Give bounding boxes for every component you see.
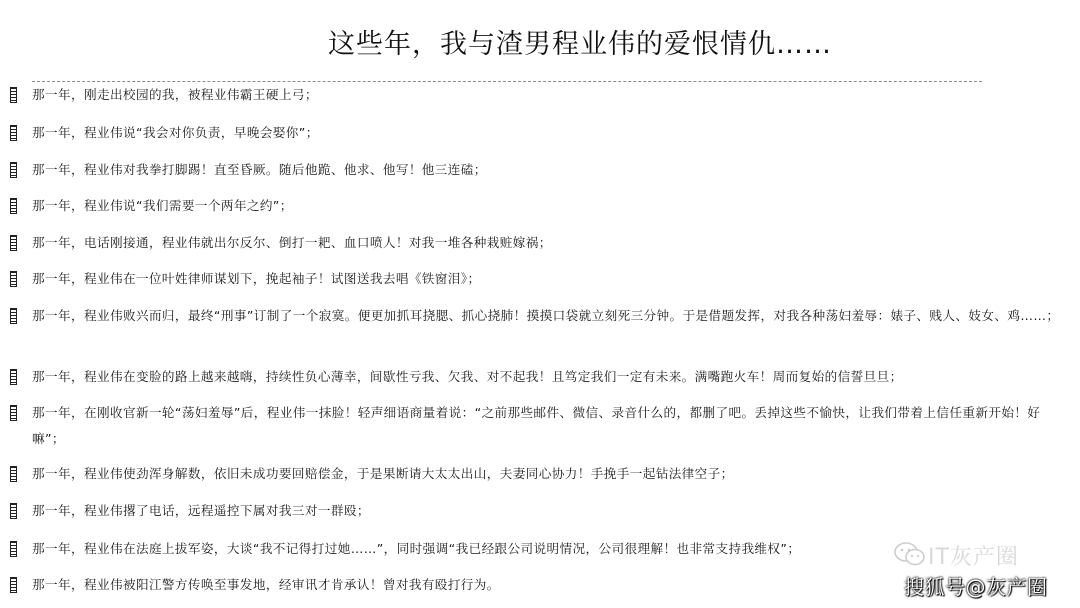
entry-text: 那一年，程业伟被阳江警方传唤至事发地，经审讯才肯承认！曾对我有殴打行为。 (32, 577, 500, 592)
watermark-brand: IT灰产圈 (928, 545, 1019, 570)
bullet-icon (10, 577, 17, 593)
bullet-icon (10, 308, 17, 324)
page-title: 这些年，我与渣男程业伟的爱恨情仇…… (328, 29, 832, 60)
bullet-icon (10, 235, 17, 251)
entry-text: 那一年，程业伟在变脸的路上越来越嗨，持续性负心薄幸，间歇性亏我、欠我、对不起我！且笃定我们一定有未来。满嘴跑火车！周而复始的信誓旦旦； (32, 369, 903, 384)
bullet-icon (10, 198, 17, 214)
entry-text: 那一年，程业伟对我拳打脚踢！直至昏厥。随后他跪、他求、他写！他三连磕； (32, 162, 487, 177)
entry-text: 那一年，在刚收官新一轮“荡妇羞辱”后，程业伟一抹脸！轻声细语商量着说：“之前那些邮件、微信、录音什么的，都删了吧。丢掉这些不愉快，让我们带着上信任重新开始！好嘛”； (32, 405, 1041, 446)
entry-text: 那一年，刚走出校园的我，被程业伟霸王硬上弓； (32, 87, 318, 102)
bullet-icon (10, 405, 17, 421)
entry-text: 那一年，程业伟说“我会对你负责，早晚会娶你”； (32, 125, 319, 140)
entry-text: 那一年，程业伟使劲浑身解数，依旧未成功要回赔偿金，于是果断请大太太出山，夫妻同心协力！手挽手一起钻法律空子； (32, 466, 734, 481)
bullet-icon (10, 162, 17, 178)
entry-text: 那一年，程业伟说“我们需要一个两年之约”； (32, 198, 293, 213)
watermark-source: 搜狐号@灰产圈 (904, 575, 1048, 599)
entry-text: 那一年，电话刚接通，程业伟就出尔反尔、倒打一耙、血口喷人！对我一堆各种栽赃嫁祸； (32, 235, 552, 250)
entry-text: 那一年，程业伟在一位叶姓律师谋划下，挽起袖子！试图送我去唱《铁窗泪》； (32, 271, 481, 286)
bullet-icon (10, 369, 17, 385)
bullet-icon (10, 87, 17, 103)
entry-text: 那一年，程业伟败兴而归，最终“刑事”订制了一个寂寞。便更加抓耳挠腮、抓心挠肺！摸摸口袋就立刻死三分钟。于是借题发挥，对我各种荡妇羞辱：婊子、贱人、妓女、鸡……； (32, 308, 1060, 323)
wechat-logo-icon (892, 540, 928, 568)
bullet-icon (10, 503, 17, 519)
bullet-icon (10, 541, 17, 557)
bullet-icon (10, 466, 17, 482)
entry-text: 那一年，程业伟在法庭上拔军姿，大谈“我不记得打过她……”，同时强调“我已经跟公司说明情况，公司很理解！也非常支持我维权”； (32, 541, 801, 556)
bullet-icon (10, 125, 17, 141)
entry-text: 那一年，程业伟撂了电话，远程遥控下属对我三对一群殴； (32, 503, 370, 518)
bullet-icon (10, 271, 17, 287)
